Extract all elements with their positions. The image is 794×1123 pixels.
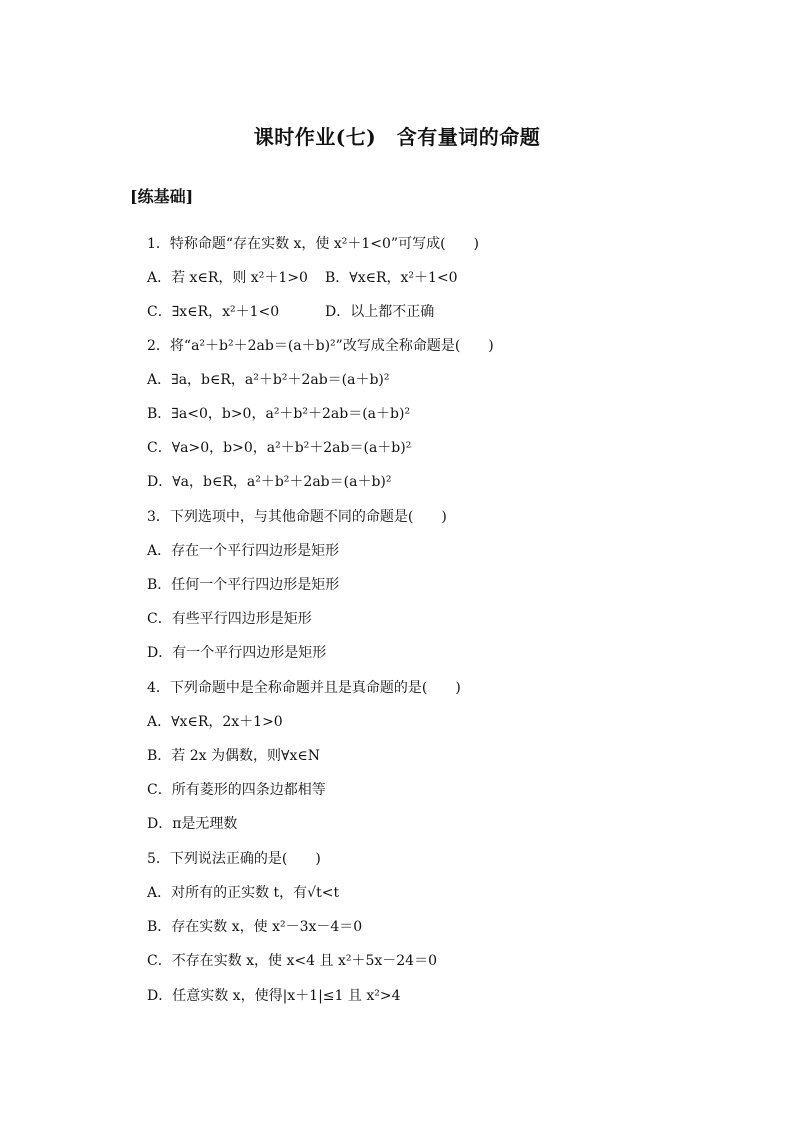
question-1-option-b: B．∀x∈R，x²＋1<0 bbox=[325, 270, 458, 286]
question-1-option-c: C．∃x∈R，x²＋1<0 bbox=[147, 304, 280, 320]
question-5-option-a: A．对所有的正实数 t，有√t<t bbox=[147, 885, 340, 901]
question-5-option-d: D．任意实数 x，使得|x＋1|≤1 且 x²>4 bbox=[147, 988, 401, 1004]
question-2-option-d: D．∀a，b∈R，a²＋b²＋2ab＝(a＋b)² bbox=[147, 474, 392, 490]
question-2-option-a: A．∃a，b∈R，a²＋b²＋2ab＝(a＋b)² bbox=[147, 372, 390, 388]
question-3-option-c: C．有些平行四边形是矩形 bbox=[147, 611, 312, 627]
question-4-option-c: C．所有菱形的四条边都相等 bbox=[147, 782, 326, 798]
question-1-stem: 1．特称命题“存在实数 x，使 x²＋1<0”可写成( ) bbox=[147, 236, 479, 252]
section-label: [练基础] bbox=[130, 187, 194, 206]
question-4-option-a: A．∀x∈R，2x＋1>0 bbox=[147, 714, 283, 730]
question-1-option-d: D．以上都不正确 bbox=[325, 304, 435, 320]
question-3-option-b: B．任何一个平行四边形是矩形 bbox=[147, 577, 340, 593]
question-4-stem: 4．下列命题中是全称命题并且是真命题的是( ) bbox=[147, 680, 461, 696]
question-5-option-c: C．不存在实数 x，使 x<4 且 x²＋5x－24＝0 bbox=[147, 953, 437, 969]
question-2-option-c: C．∀a>0，b>0，a²＋b²＋2ab＝(a＋b)² bbox=[147, 440, 412, 456]
question-2-stem: 2．将“a²＋b²＋2ab＝(a＋b)²”改写成全称命题是( ) bbox=[147, 338, 494, 354]
question-5-option-b: B．存在实数 x，使 x²－3x－4＝0 bbox=[147, 919, 363, 935]
page-title: 课时作业(七) 含有量词的命题 bbox=[253, 125, 541, 149]
question-5-stem: 5．下列说法正确的是( ) bbox=[147, 851, 321, 867]
question-4-option-d: D．π是无理数 bbox=[147, 816, 238, 832]
question-3-option-a: A．存在一个平行四边形是矩形 bbox=[147, 543, 340, 559]
question-2-option-b: B．∃a<0，b>0，a²＋b²＋2ab＝(a＋b)² bbox=[147, 406, 411, 422]
question-1-option-a: A．若 x∈R，则 x²＋1>0 bbox=[147, 270, 308, 286]
question-3-stem: 3．下列选项中，与其他命题不同的命题是( ) bbox=[147, 509, 447, 525]
question-3-option-d: D．有一个平行四边形是矩形 bbox=[147, 645, 327, 661]
question-4-option-b: B．若 2x 为偶数，则∀x∈N bbox=[147, 748, 320, 764]
